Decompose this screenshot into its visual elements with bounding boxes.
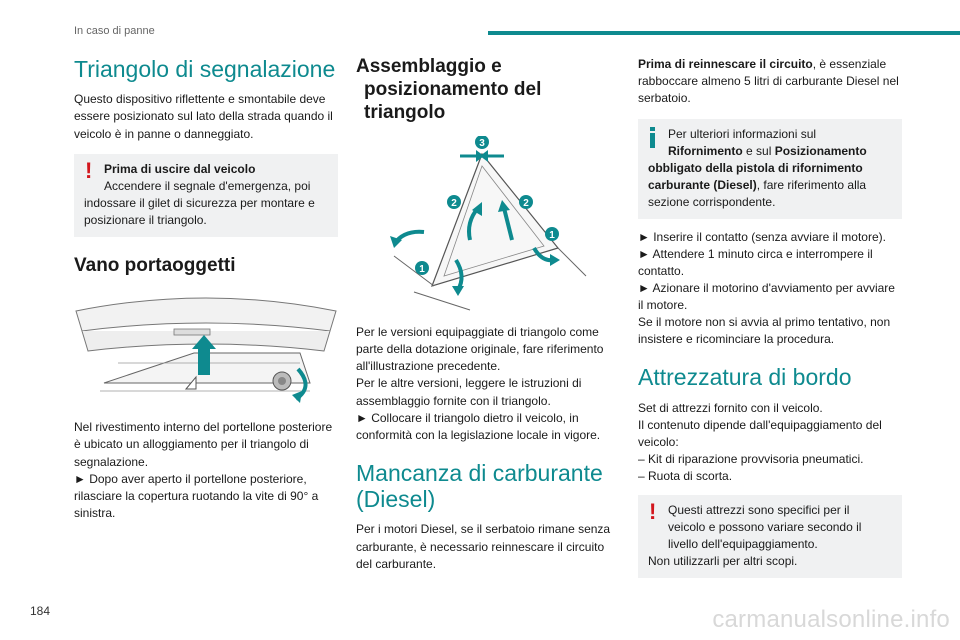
restart-step-3: ► Azionare il motorino d'avviamento per avviare il motore. [638,281,895,313]
warning-line1: Accendere il segnale d'emergenza, poi [104,178,311,193]
info-box-refuel [638,119,902,219]
warning-box-vehicle-exit [74,154,338,237]
info-icon [650,127,655,147]
assembly-description-2: Per le altre versioni, leggere le istruzioni di assemblaggio fornite con il triangolo. [356,376,582,408]
prime-note: Prima di reinnescare il circuito, è essenziale rabboccare almeno 5 litri di carburante Diesel nel serbatoio. [638,57,899,106]
warning-line2: indossare il gilet di sicurezza per montare e posizionare il triangolo. [84,195,315,227]
tools-item-repair-kit: – Kit di riparazione provvisoria pneumatici. [638,452,864,466]
chapter-title: In caso di panne [74,25,155,37]
callout-1a: 1 [549,230,555,242]
page-number: 184 [30,604,51,618]
tools-warning-line2: veicolo e possono variare secondo il livello dell'equipaggiamento. [668,520,862,552]
tools-description-1: Set di attrezzi fornito con il veicolo. [638,400,823,415]
column-middle [356,56,614,573]
restart-step-1: ► Inserire il contatto (senza avviare il motore). [638,230,886,245]
info-line1: Per ulteriori informazioni sul [668,127,817,142]
watermark: carmanualsonline.info [712,606,950,633]
assembly-description-1: Per le versioni equipaggiate di triangolo come parte della dotazione originale, fare riferimento all'illustrazione precedente. [356,325,604,374]
warning-icon: ! [85,157,93,183]
restart-step-2: ► Attendere 1 minuto circa e interrompere il contatto. [638,247,873,279]
triangle-assembly-illustration [374,136,614,316]
section-title-storage: Vano portaoggetti [74,254,236,276]
tools-item-spare-wheel: – Ruota di scorta. [638,469,733,484]
section-title-assembly: Assemblaggio e posizionamento del triangolo [356,56,542,123]
restart-note: Se il motore non si avvia al primo tentativo, non insistere e ricominciare la procedura. [638,315,891,347]
tools-warning-line3: Non utilizzarli per altri scopi. [648,554,798,569]
warning-icon: ! [649,499,657,525]
callout-3: 3 [479,138,485,150]
callout-2a: 2 [451,198,457,210]
section-title-triangle: Triangolo di segnalazione [74,56,336,82]
tools-warning-line1: Questi attrezzi sono specifici per il [668,503,850,518]
triangle-description: Questo dispositivo riflettente e smontabile deve essere posizionato sul lato della strada quando il veicolo è in panne o danneggiato. [74,92,333,141]
section-title-fuel: Mancanza di carburante (Diesel) [356,459,603,513]
assembly-step: ► Collocare il triangolo dietro il veicolo, in conformità con la legislazione locale in vigore. [356,410,601,442]
tools-description-2: Il contenuto dipende dall'equipaggiamento del veicolo: [638,417,882,449]
header-rule [488,31,960,35]
warning-box-tools [638,495,902,578]
info-body: Rifornimento e sul Posizionamento obbligato della pistola di rifornimento carburante (Diesel), fare riferimento alla sezione corrispondente. [648,144,867,210]
warning-title: Prima di uscire dal veicolo [104,161,256,176]
section-title-tools: Attrezzatura di bordo [638,364,852,391]
callout-2b: 2 [523,198,529,210]
storage-step: ► Dopo aver aperto il portellone posteriore, rilasciare la copertura ruotando la vite di 90° a sinistra. [74,471,319,520]
column-right [638,56,902,578]
fuel-description: Per i motori Diesel, se il serbatoio rimane senza carburante, è necessario reinnescare il circuito del carburante. [356,522,611,571]
column-left [74,56,338,522]
tailgate-illustration [74,291,338,403]
callout-1b: 1 [419,264,425,276]
storage-description: Nel rivestimento interno del portellone posteriore è ubicato un alloggiamento per il triangolo di segnalazione. [74,420,333,469]
